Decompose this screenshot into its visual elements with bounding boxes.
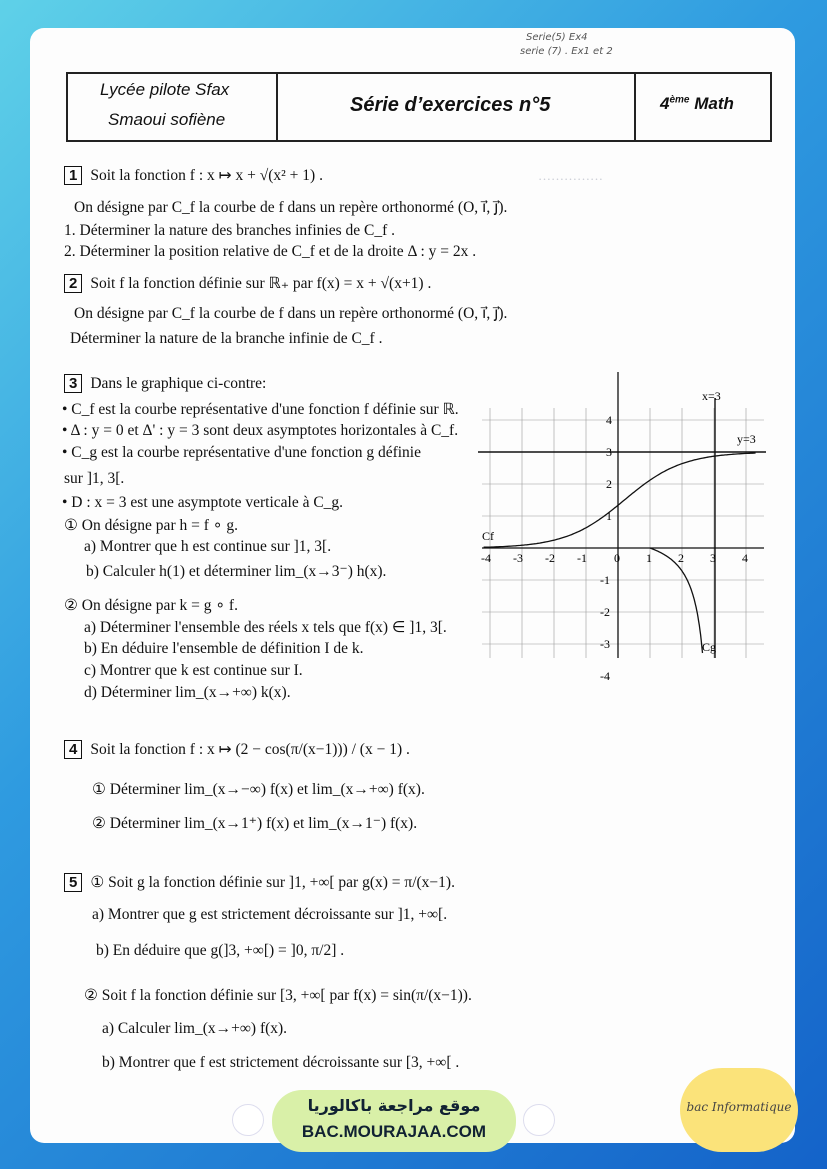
site-logo-icon-right [523, 1104, 555, 1136]
y-tick-label: 4 [606, 413, 612, 427]
header-school-cell [68, 74, 278, 140]
header-title-cell [278, 74, 636, 140]
exercise-3-domain: sur ]1, 3[. [64, 470, 125, 487]
exercise-3-bullet-cg: • C_g est la courbe représentative d'une fonction g définie [62, 444, 421, 461]
series-title: Série d’exercices n°5 [350, 94, 551, 116]
exercise-3-q2a: a) Déterminer l'ensemble des réels x tels que f(x) ∈ ]1, 3[. [84, 619, 447, 636]
footer-site-link[interactable]: BAC.MOURAJAA.COM [301, 1122, 487, 1141]
x-tick-label: -2 [545, 551, 555, 565]
label-cf: Cf [482, 529, 494, 543]
exercise-5-q1b: b) En déduire que g(]3, +∞[) = ]0, π/2] . [96, 942, 345, 959]
label-cg: Cg [702, 640, 717, 654]
curve-cg [650, 548, 703, 653]
x-tick-label: 1 [646, 551, 652, 565]
class-level: 4ème Math [660, 94, 734, 113]
exercise-3-q1b: b) Calculer h(1) et déterminer lim_(x→3⁻) h(x). [86, 563, 387, 580]
document-page [30, 28, 795, 1143]
exercise-5-q2b: b) Montrer que f est strictement décroissante sur [3, +∞[ . [102, 1054, 460, 1071]
exercise-5-q2a: a) Calculer lim_(x→+∞) f(x). [102, 1020, 288, 1037]
label-y3: y=3 [737, 432, 756, 446]
footer-arabic-text: موقع مراجعة باكالوريا [307, 1096, 481, 1115]
x-tick-label: -1 [577, 551, 587, 565]
exercise-4-q1: ① Déterminer lim_(x→−∞) f(x) et lim_(x→+∞) f(x). [92, 781, 425, 798]
teacher-name: Smaoui sofiène [108, 110, 226, 129]
exercise-3-q2c: c) Montrer que k est continue sur I. [84, 662, 303, 679]
school-name: Lycée pilote Sfax [100, 80, 230, 99]
exercise-2-question: Déterminer la nature de la branche infinie de C_f . [70, 330, 383, 347]
exercise-5-q1a: a) Montrer que g est strictement décroissante sur ]1, +∞[. [92, 906, 448, 923]
exercise-1-question-1: 1. Déterminer la nature des branches infinies de C_f . [64, 222, 395, 239]
x-tick-label: 4 [742, 551, 748, 565]
exercise-3-q1a: a) Montrer que h est continue sur ]1, 3[. [84, 538, 332, 555]
exercise-1-statement: 1 Soit la fonction f : x ↦ x + √(x² + 1) . [64, 166, 323, 185]
header-level-cell [636, 74, 768, 140]
exercise-3-q2b: b) En déduire l'ensemble de définition I de k. [84, 640, 364, 657]
y-tick-label: -1 [600, 573, 610, 587]
footer-site-banner[interactable] [272, 1090, 516, 1152]
exercise-2-line-2: On désigne par C_f la courbe de f dans un repère orthonormé (O, i⃗, j⃗). [74, 305, 508, 322]
label-x3: x=3 [702, 389, 721, 403]
bac-informatique-badge [680, 1068, 798, 1152]
exercise-3-bullet-cf: • C_f est la courbe représentative d'une fonction f définie sur ℝ. [62, 401, 459, 418]
exercise-3-statement: 3 Dans le graphique ci-contre: [64, 374, 266, 393]
handwritten-note-2: serie (7) . Ex1 et 2 [520, 46, 613, 57]
y-tick-label: 1 [606, 509, 612, 523]
exercise-4-statement: 4 Soit la fonction f : x ↦ (2 − cos(π/(x−1))) / (x − 1) . [64, 740, 410, 759]
y-tick-label: -3 [600, 637, 610, 651]
exercise-5-part-2: ② Soit f la fonction définie sur [3, +∞[ par f(x) = sin(π/(x−1)). [84, 987, 472, 1004]
function-graph [472, 358, 772, 683]
exercise-1-question-2: 2. Déterminer la position relative de C_f et de la droite Δ : y = 2x . [64, 243, 477, 260]
y-tick-label: -4 [600, 669, 610, 683]
exercise-3-part-2: ② On désigne par k = g ∘ f. [64, 597, 238, 614]
exercise-2-statement: 2 Soit f la fonction définie sur ℝ₊ par f(x) = x + √(x+1) . [64, 274, 431, 293]
y-tick-label: -2 [600, 605, 610, 619]
exercise-1-line-2: On désigne par C_f la courbe de f dans un repère orthonormé (O, i⃗, j⃗). [74, 199, 508, 216]
handwritten-note-1: Serie(5) Ex4 [526, 32, 588, 43]
y-tick-label: 3 [606, 445, 612, 459]
exercise-3-q2d: d) Déterminer lim_(x→+∞) k(x). [84, 684, 291, 701]
exercise-4-q2: ② Déterminer lim_(x→1⁺) f(x) et lim_(x→1⁻) f(x). [92, 815, 418, 832]
x-tick-label: -3 [513, 551, 523, 565]
x-tick-label: 3 [710, 551, 716, 565]
x-tick-label: -4 [481, 551, 491, 565]
y-tick-label: 2 [606, 477, 612, 491]
exercise-3-bullet-d: • D : x = 3 est une asymptote verticale à C_g. [62, 494, 344, 511]
graph-grid [482, 408, 764, 658]
exercise-3-part-1: ① On désigne par h = f ∘ g. [64, 517, 238, 534]
x-tick-label: 2 [678, 551, 684, 565]
site-logo-icon-left [232, 1104, 264, 1136]
bleed-through-text: …………… [538, 168, 603, 183]
header-box [66, 72, 772, 142]
badge-text: bac Informatique [686, 1100, 792, 1114]
x-tick-label: 0 [614, 551, 620, 565]
exercise-3-bullet-asymptotes: • Δ : y = 0 et Δ' : y = 3 sont deux asymptotes horizontales à C_f. [62, 422, 459, 439]
exercise-5-statement: 5 ① Soit g la fonction définie sur ]1, +∞[ par g(x) = π/(x−1). [64, 873, 455, 892]
